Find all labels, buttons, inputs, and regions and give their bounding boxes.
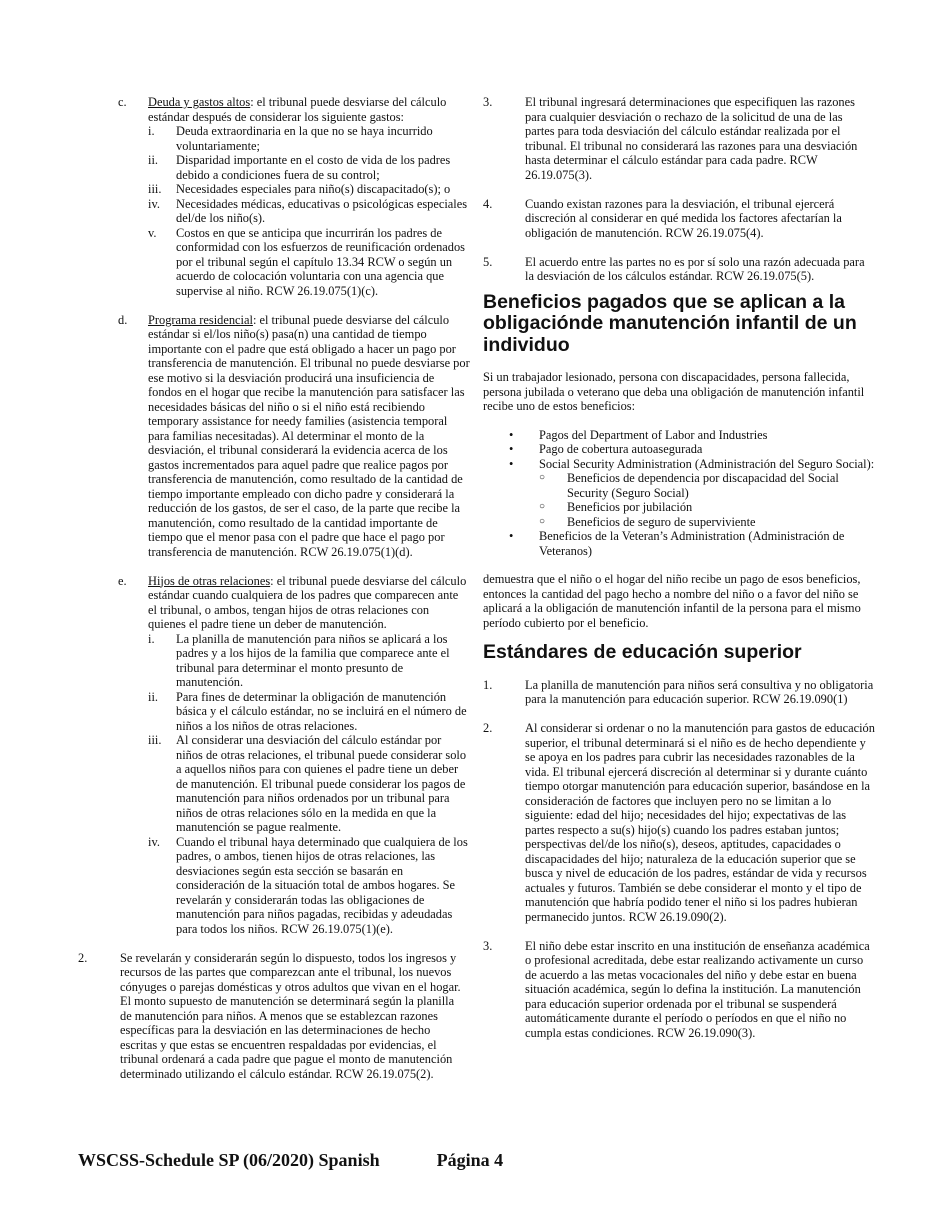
- list-item: iv. Necesidades médicas, educativas o psicológicas especiales del/de los niño(s).: [148, 196, 468, 225]
- list-item: • Social Security Administration (Administración del Seguro Social): ○ Beneficios de dependencia por discapacidad del Social Security (Seguro Social) ○ Beneficios por jubilación ○ Beneficios de seguro de superviviente: [539, 457, 875, 530]
- section-e-text: : el tribunal puede desviarse del cálculo estándar cuando cualquiera de los padres que comparecen ante el tribunal, o ambos, tengan hijos de otras relaciones con quienes el padre tiene un deber de manutención.: [148, 573, 467, 631]
- higher-ed-item-1: 1. La planilla de manutención para niños será consultiva y no obligatoria para la manutención para educación superior. RCW 26.19.090(1): [483, 677, 874, 706]
- page-footer: [78, 1150, 504, 1170]
- deviation-item-3: 3. El tribunal ingresará determinaciones que especifiquen las razones para cualquier desviación o rechazo de la solicitud de una de las partes para toda desviación del cálculo estándar realizada por el tribunal. El tribunal no considerará las razones para una desviación hasta determinar el cálculo estándar para cada padre. RCW 26.19.075(3).: [483, 95, 858, 182]
- section-e-title: Hijos de otras relaciones: [148, 573, 271, 588]
- section-2: [78, 951, 468, 1082]
- section-c-title: Deuda y gastos altos: [148, 95, 251, 109]
- list-item: ii. Disparidad importante en el costo de vida de los padres debido a condiciones fuera de su control;: [148, 153, 451, 182]
- section-d-text: : el tribunal puede desviarse del cálculo estándar si el/los niño(s) pasa(n) una cantidad de tiempo importante con el padre que está obligado a hacer un pago por transferencia de manutención. El tribunal no puede desviarse por ese motivo si la desviación producirá una insuficiencia de fondos en el hogar que recibe la manutención para satisfacer las necesidades básicas del niño o si el niño está recibiendo temporary assistance for needy families (asistencia temporal para familias necesitadas). Al determinar el monto de la desviación, el tribunal considerará la evidencia acerca de los gastos incrementados para aquel padre que realice pagos por transferencia de manutención, como resultado de la cantidad de tiempo importante empleado con dicho padre y considerará la reducción de los gastos, de ser el caso, de la parte que recibe la manutención, como resultado de la cantidad importante de tiempo que el menor pasa con el padre que hace el pago por transferencia de manutención. RCW 26.19.075(1)(d).: [148, 312, 470, 559]
- list-item: iv. Cuando el tribunal haya determinado que cualquiera de los padres, o ambos, tienen hijos de otras relaciones, las desviaciones según esta sección se basarán en consideración de la situación total de ambos hogares. Se revelarán y considerarán todas las obligaciones de manutención para niños pagadas, recibidas y adeudadas para todos los niños. RCW 26.19.075(1)(e).: [148, 834, 468, 936]
- section-2-label: 2.: [78, 950, 88, 965]
- list-item: ○ Beneficios por jubilación: [567, 500, 875, 515]
- section-d-label: d.: [118, 312, 128, 327]
- footer-form-id: WSCSS-Schedule SP (06/2020) Spanish: [78, 1150, 380, 1170]
- footer-page-number: Página 4: [436, 1150, 504, 1170]
- section-c-text: : el tribunal puede desviarse del cálculo estándar después de considerar los siguiente gastos:: [148, 95, 447, 124]
- list-item: v. Costos en que se anticipa que incurrirán los padres de conformidad con los esfuerzos de reunificación ordenados por el tribunal según el capítulo 13.34 RCW o según un acuerdo de colocación voluntaria con una agencia que supervise al niño. RCW 26.19.075(1)(c).: [148, 225, 466, 298]
- ssa-sub-list: [539, 471, 875, 529]
- benefits-intro: Si un trabajador lesionado, persona con discapacidades, persona fallecida, persona jubilada o veterano que deba una obligación de manutención infantil recibe uno de estos beneficios:: [483, 370, 865, 413]
- higher-ed-item-2: 2. Al considerar si ordenar o no la manutención para gastos de educación superior, el tribunal determinará si el niño es de hecho dependiente y se apoya en los padres para cubrir las necesidades razonables de la vida. El tribunal ejercerá discreción al determinar si y durante cuánto tiempo otorgar manutención para educación superior, basándose en la consideración de factores que incluyen pero no se limitan a lo siguiente: edad del hijo; necesidades del hijo; expectativas de las partes respecto a su(s) hijo(s) cuando los padres estaban juntos; perspectivas del/de los niño(s), deseos, aptitudes, capacidades o discapacidades del hijo; naturaleza de la educación superior que se busca y nivel de educación de los padres, estándar de vida y recursos actuales y futuros. También se debe considerar el monto y el tipo de manutención que habría podido tener el niño si los padres hubieran permanecido juntos. RCW 26.19.090(2).: [483, 721, 875, 924]
- deviation-item-4: 4. Cuando existan razones para la desviación, el tribunal ejercerá discreción al considerar en qué medida los factores afectarían la obligación de manutención. RCW 26.19.075(4).: [483, 196, 842, 240]
- section-e: [118, 574, 470, 937]
- higher-ed-item-3: 3. El niño debe estar inscrito en una institución de enseñanza académica o profesional acreditada, debe estar realizando activamente un curso de acuerdo a las metas vocacionales del niño y debe estar en buena situación académica, según lo defina la institución. La manutención para educación superior ordenada por el tribunal se suspenderá automáticamente durante el período o períodos en que el niño no cumpla estas condiciones. RCW 26.19.090(3).: [483, 938, 870, 1040]
- section-c-label: c.: [118, 95, 127, 109]
- list-item: iii. Necesidades especiales para niño(s) discapacitado(s); o: [148, 182, 451, 196]
- section-e-label: e.: [118, 573, 127, 588]
- benefits-closing: demuestra que el niño o el hogar del niño recibe un pago de esos beneficios, entonces la cantidad del pago hecho a nombre del niño o a favor del niño se aplicará a la obligación de manutención infantil de la persona para el mismo período cubierto por el beneficio.: [483, 572, 861, 630]
- list-item: i. Deuda extraordinaria en la que no se haya incurrido voluntariamente;: [148, 124, 433, 153]
- right-column: [483, 95, 875, 1040]
- list-item: • Pago de cobertura autoasegurada: [539, 442, 875, 457]
- list-item: ○ Beneficios de dependencia por discapacidad del Social Security (Seguro Social): [567, 471, 875, 500]
- list-item: • Pagos del Department of Labor and Industries: [539, 428, 875, 443]
- deviation-item-5: 5. El acuerdo entre las partes no es por sí solo una razón adecuada para la desviación de los cálculos estándar. RCW 26.19.075(5).: [483, 254, 865, 283]
- list-item: • Beneficios de la Veteran’s Administration (Administración de Veteranos): [539, 529, 875, 558]
- higher-ed-heading: Estándares de educación superior: [483, 641, 802, 663]
- section-d: [118, 313, 470, 560]
- benefits-heading: Beneficios pagados que se aplican a la obligaciónde manutención infantil de un individuo: [483, 290, 857, 356]
- list-item: ○ Beneficios de seguro de superviviente: [567, 515, 875, 530]
- section-d-title: Programa residencial: [148, 312, 253, 327]
- list-item: i. La planilla de manutención para niños se aplicará a los padres y a los hijos de la familia que comparece ante el tribunal para determinar el monto presunto de manutención.: [148, 631, 450, 689]
- section-2-text: Se revelarán y considerarán según lo dispuesto, todos los ingresos y recursos de las partes que comparezcan ante el tribunal, los nuevos cónyuges o parejas domésticas y otros adultos que vivan en el hogar. El monto supuesto de manutención se determinará según la planilla de manutención para niños. A menos que se establezcan razones específicas para la desviación en las determinaciones de hecho escritas y que estas se encuentren respaldadas por evidencias, el tribunal ordenará a cada padre que pague el monto de manutención determinado utilizando el cálculo estándar. RCW 26.19.075(2).: [120, 950, 461, 1081]
- list-item: iii. Al considerar una desviación del cálculo estándar por niños de otras relaciones, el tribunal puede considerar solo a aquellos niños para con quienes el padre tiene un deber de manutención. El tribunal puede considerar los pagos de manutención para niños ordenados por un tribunal para niños de otras relaciones sólo en la medida en que la manutención se pague realmente.: [148, 733, 467, 834]
- list-item: ii. Para fines de determinar la obligación de manutención básica y el cálculo estándar, no se incluirá en el número de niños a los niños de otras relaciones.: [148, 689, 467, 733]
- section-c: [118, 95, 470, 298]
- benefits-list: [483, 428, 875, 559]
- left-column: [78, 95, 470, 1081]
